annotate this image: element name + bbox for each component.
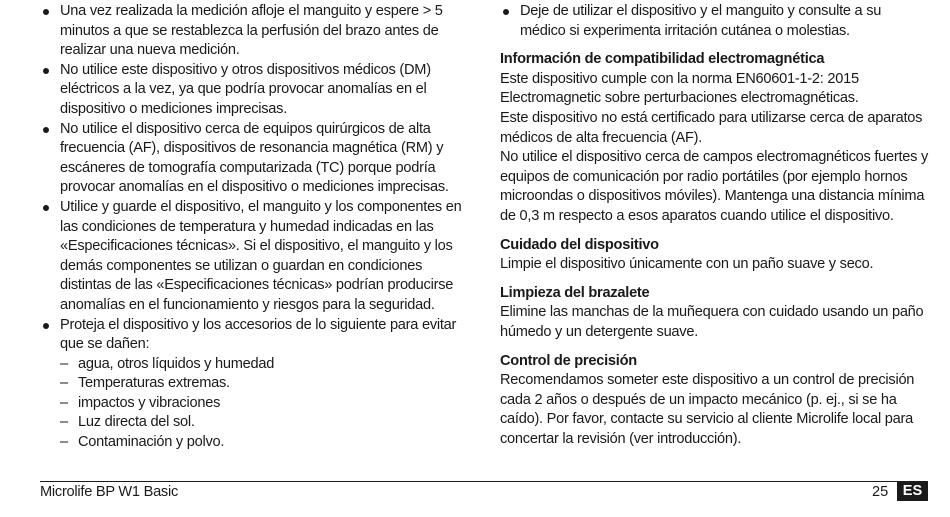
dash-item: – Temperaturas extremas. [60, 374, 472, 394]
page-number: 25 [872, 484, 889, 500]
left-column [40, 2, 472, 453]
right-bullet-list [500, 2, 930, 41]
bullet-item-with-sublist [40, 316, 472, 453]
footer-product-name: Microlife BP W1 Basic [40, 484, 179, 500]
section-paragraph: Limpie el dispositivo únicamente con un paño suave y seco. [500, 256, 874, 273]
bullet-item: Deje de utilizar el dispositivo y el manguito y consulte a su médico si experimenta irritación cutánea o molestias. [500, 2, 930, 41]
section-paragraph: Recomendamos someter este dispositivo a un control de precisión cada 2 años o después de un impacto mecánico (p. ej., si se ha caído). Por favor, contacte su servicio al cliente Microlife local para concertar la revisión (ver introducción). [500, 372, 915, 447]
bullet-item: No utilice el dispositivo cerca de equipos quirúrgicos de alta frecuencia (AF), dispositivos de resonancia magnética (RM) y escáneres de tomografía computarizada (TC) porque podría provocar anomalías en el dispositivo o mediciones imprecisas. [40, 120, 472, 198]
bullet-item: No utilice este dispositivo y otros dispositivos médicos (DM) eléctricos a la vez, ya que podría provocar anomalías en el dispositivo o mediciones imprecisas. [40, 61, 472, 120]
section-heading: Control de precisión [500, 352, 637, 369]
language-badge: ES [897, 481, 928, 501]
section-paragraph: Este dispositivo cumple con la norma EN60601-1-2: 2015 Electromagnetic sobre perturbaciones electromagnéticas. [500, 70, 859, 107]
dash-item: – Contaminación y polvo. [60, 433, 472, 453]
dash-item: – agua, otros líquidos y humedad [60, 355, 472, 375]
bullet-item: Una vez realizada la medición afloje el manguito y espere > 5 minutos a que se restablezca la perfusión del brazo antes de realizar una nueva medición. [40, 2, 472, 61]
dash-item: – impactos y vibraciones [60, 394, 472, 414]
section-paragraph: Elimine las manchas de la muñequera con cuidado usando un paño húmedo y un detergente suave. [500, 304, 924, 340]
dash-sublist [60, 355, 472, 453]
section-paragraph: Este dispositivo no está certificado para utilizarse cerca de aparatos médicos de alta frecuencia (AF). [500, 109, 923, 146]
bullet-item-text: Proteja el dispositivo y los accesorios de lo siguiente para evitar que se dañen: [60, 316, 457, 353]
section-emc [500, 50, 930, 226]
footer-divider [40, 481, 928, 482]
section-heading: Información de compatibilidad electromagnética [500, 51, 825, 68]
right-column [500, 2, 930, 449]
section-heading: Cuidado del dispositivo [500, 236, 659, 253]
dash-item: – Luz directa del sol. [60, 413, 472, 433]
section-device-care [500, 236, 930, 275]
section-heading: Limpieza del brazalete [500, 284, 650, 301]
section-cuff-cleaning [500, 284, 930, 343]
bullet-item: Utilice y guarde el dispositivo, el manguito y los componentes en las condiciones de temperatura y humedad indicadas en las «Especificaciones técnicas». Si el dispositivo, el manguito y los demás componentes se utilizan o guardan en condiciones distintas de las «Especificaciones técnicas» podrían producirse anomalías en el funcionamiento y riesgos para la seguridad. [40, 198, 472, 316]
section-paragraph: No utilice el dispositivo cerca de campos electromagnéticos fuertes y equipos de comunicación por radio portátiles (por ejemplo hornos microondas o dispositivos móviles). Mantenga una distancia mínima de 0,3 m respecto a esos aparatos cuando utilice el dispositivo. [500, 149, 929, 224]
section-accuracy-test [500, 352, 930, 450]
left-bullet-list [40, 2, 472, 453]
